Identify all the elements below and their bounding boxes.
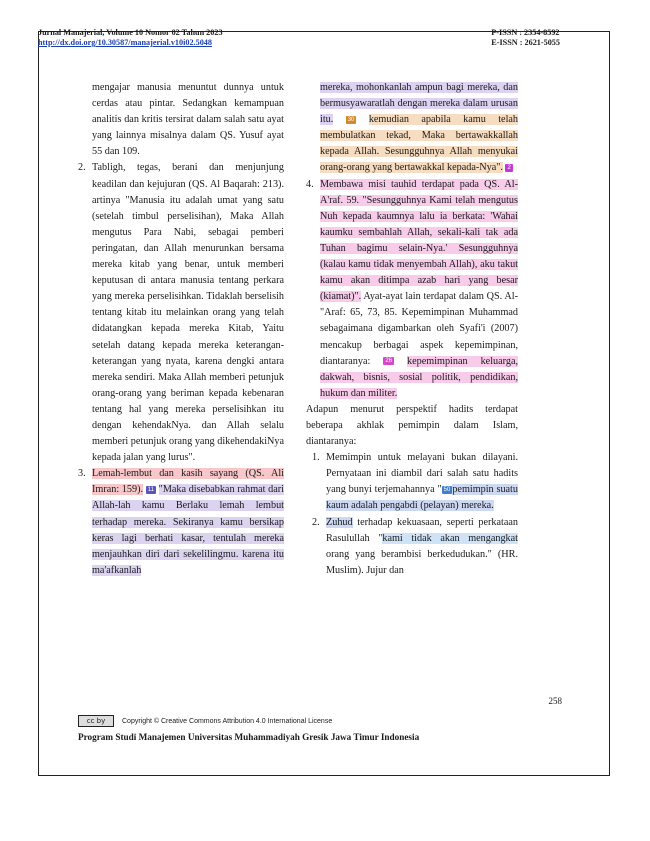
annotation-tag[interactable]: 2 — [507, 165, 511, 172]
continued-quote — [306, 80, 518, 177]
cc-license-icon[interactable]: cc by — [78, 715, 114, 727]
journal-title: Jurnal Manajerial, Volume 10 Nomor 02 Tahun 2023 — [38, 28, 223, 37]
header-left — [38, 28, 223, 48]
annotation-tag[interactable]: 11 — [147, 487, 154, 493]
left-column — [78, 80, 284, 579]
intro-paragraph: mengajar manusia menuntut dunnya untuk cerdas atau pintar. Sedangkan kemampuan analitis dan kritis tersirat dalam salah satu ayat yang lainnya misalnya dalam QS. Yusuf ayat 55 dan 109. — [92, 82, 284, 158]
list-item-2 — [78, 160, 284, 466]
annotation-tag[interactable]: 50 — [443, 487, 451, 493]
annotation-tag[interactable]: 26 — [385, 358, 393, 365]
highlight-red[interactable]: Lemah-lembut dan kasih sayang (QS. Ali Imran: 159). — [92, 468, 284, 496]
hadith-paragraph: Adapun menurut perspektif hadits terdapat beberapa akhlak pemimpin dalam Islam, diantaranya: — [306, 403, 518, 448]
sub2-text-end: orang yang berambisi berkedudukan." (HR. Muslim). Jujur dan — [326, 548, 518, 576]
eissn: E-ISSN : 2621-5055 — [491, 38, 560, 47]
item4-text: Ayat-ayat lain terdapat dalam QS. Al-"Araf: 65, 73, 85. Kepemimpinan Muhammad sebagaimana digambarkan oleh Syafi'i (2007) mencakup berbagai aspek kepemimpinan, diantaranya: — [320, 291, 518, 367]
right-column — [306, 80, 518, 579]
highlight-blue[interactable]: pemimpin suatu kaum adalah pengabdi (pelayan) mereka. — [326, 484, 518, 512]
header-right — [491, 28, 560, 48]
list-number: 2. — [78, 162, 86, 174]
sub-item-1 — [306, 450, 518, 514]
highlight-purple[interactable]: mereka, mohonkanlah ampun bagi mereka, dan bermusyawaratlah dengan mereka dalam urusan itu. — [320, 82, 518, 126]
doi-link[interactable]: http://dx.doi.org/10.30587/manajerial.v10i02.5048 — [38, 38, 212, 47]
list-item-4 — [306, 177, 518, 402]
list-number: 3. — [78, 468, 86, 480]
list-item-3 — [78, 466, 284, 579]
sub2-text: terhadap kekuasaan, seperti perkataan Rasulullah " — [326, 516, 518, 544]
license-text: Copyright © Creative Commons Attribution 4.0 International License — [122, 717, 333, 725]
highlight-blue[interactable]: Zuhud — [326, 516, 353, 528]
highlight-lightblue[interactable]: kami tidak akan mengangkat — [382, 532, 518, 544]
list-number: 2. — [312, 516, 320, 528]
sub1-text: Memimpin untuk melayani bukan dilayani. Pernyataan ini diambil dari salah satu hadits yang bunyi terjemahannya " — [326, 452, 518, 496]
item2-text: Tabligh, tegas, berani dan menjunjung keadilan dan kejujuran (QS. Al Baqarah: 213). artinya "Manusia itu adalah umat yang satu (setelah timbul perselisihan), Maka Allah mengutus Para Nabi, sebagai pemberi peringatan, dan Allah menurunkan bersama mereka kitab yang benar, untuk memberi keputusan di antara manusia tentang perkara yang mereka perselisihkan. Tidaklah berselisih tentang kitab itu melainkan orang yang telah didatangkan kepada mereka Kitab, Yaitu setelah datang kepada mereka keterangan-keterangan yang nyata, karena dengki antara mereka sendiri. Maka Allah memberi petunjuk orang-orang yang beriman kepada kebenaran tentang hal yang mereka perselisihkan itu dengan kehendakNya. dan Allah selalu memberi petunjuk orang yang dikehendakiNya kepada jalan yang lurus". — [92, 162, 284, 464]
program-name: Program Studi Manajemen Universitas Muhammadiyah Gresik Jawa Timur Indonesia — [78, 732, 420, 742]
list-number: 1. — [312, 452, 320, 464]
sub-item-2 — [306, 515, 518, 579]
pissn: P-ISSN : 2354-8592 — [491, 28, 560, 37]
list-number: 4. — [306, 178, 314, 190]
highlight-pink[interactable]: Membawa misi tauhid terdapat pada QS. Al-A'raf. 59. "Sesungguhnya Kami telah mengutus Nuh kepada kaumnya lalu ia berkata: 'Wahai kaumku sembahlah Allah, sekali-kali tak ada Tuhan bagimu selain-Nya.' Sesungguhnya (kalau kamu tidak menyembah Allah), aku takut kamu akan ditimpa azab hari yang besar (kiamat)". — [320, 178, 518, 303]
highlight-purple[interactable]: "Maka disebabkan rahmat dari Allah-lah kamu Berlaku lemah lembut terhadap mereka. Sekiranya kamu bersikap keras lagi berhati kasar, tentulah mereka menjauhkan diri dari sekelilingmu. karena itu ma'afkanlah — [92, 484, 285, 576]
page-number: 258 — [548, 696, 562, 706]
annotation-tag[interactable]: 30 — [347, 116, 355, 123]
highlight-pink[interactable]: kepemimpinan keluarga, dakwah, bisnis, sosial politik, pendidikan, hukum dan militer. — [320, 355, 519, 399]
highlight-orange[interactable]: kemudian apabila kamu telah membulatkan tekad, Maka bertawakkallah kepada Allah. Sesungguhnya Allah menyukai orang-orang yang bertawakkal kepada-Nya". — [320, 114, 519, 174]
page-footer — [78, 712, 558, 742]
